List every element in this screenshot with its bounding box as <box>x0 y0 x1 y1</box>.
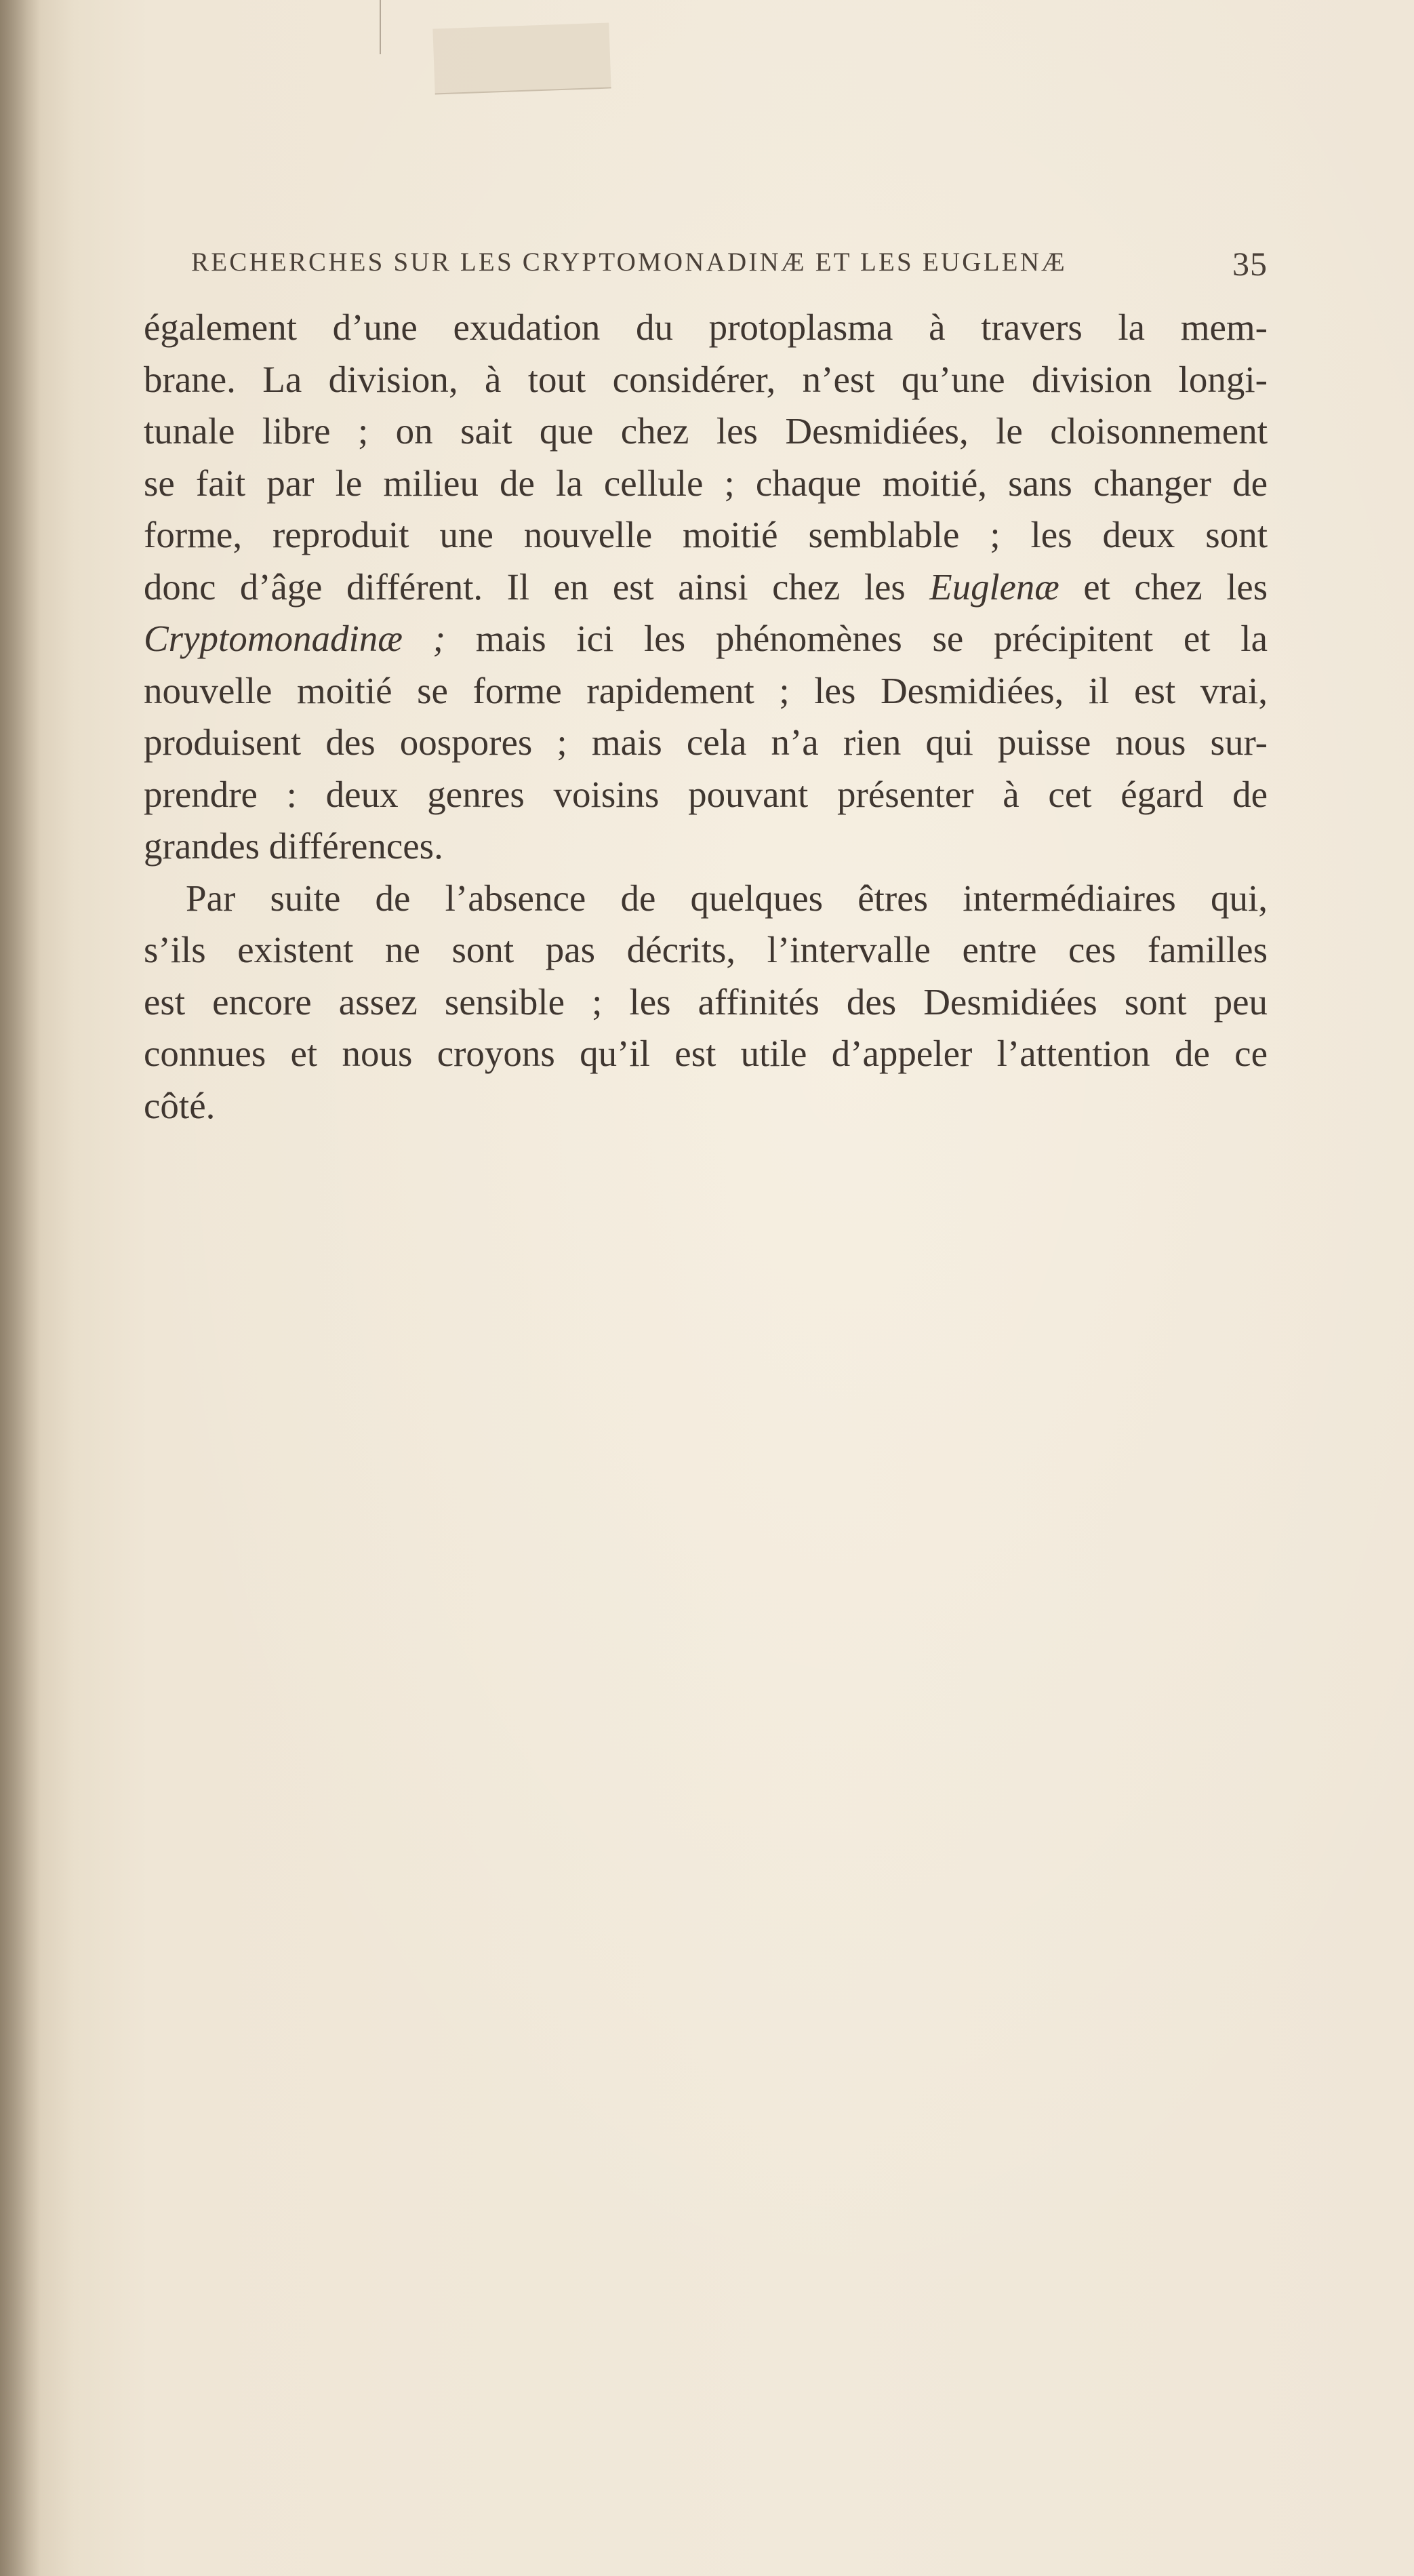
text-line <box>144 561 1268 614</box>
running-head <box>191 244 1268 285</box>
running-title: RECHERCHES SUR LES CRYPTOMONADINÆ ET LES EUGLENÆ <box>191 247 1067 277</box>
text-line: prendre : deux genres voisins pouvant présenter à cet égard de <box>144 773 1268 815</box>
text-line: se fait par le milieu de la cellule ; chaque moitié, sans changer de <box>144 462 1268 504</box>
text-line: Par suite de l’absence de quelques êtres intermédiaires qui, <box>186 877 1268 919</box>
page-number: 35 <box>1232 245 1268 283</box>
tape-mark <box>432 22 611 94</box>
text-line: côté. <box>144 1084 216 1126</box>
text-line: grandes différences. <box>144 825 443 867</box>
text-segment: mais ici les phénomènes se précipitent et la <box>445 618 1268 659</box>
paper-crease <box>380 0 381 54</box>
text-line: nouvelle moitié se forme rapidement ; les Desmidiées, il est vrai, <box>144 669 1268 711</box>
text-line: s’ils existent ne sont pas décrits, l’intervalle entre ces familles <box>144 929 1268 970</box>
text-line: également d’une exudation du protoplasma à travers la mem- <box>144 306 1268 348</box>
binding-shadow <box>0 0 41 2576</box>
text-line: brane. La division, à tout considérer, n’est qu’une division longi- <box>144 358 1268 400</box>
text-line: est encore assez sensible ; les affinités des Desmidiées sont peu <box>144 980 1268 1023</box>
italic-taxon: Euglenæ <box>929 566 1059 608</box>
text-line: tunale libre ; on sait que chez les Desmidiées, le cloisonnement <box>144 410 1268 452</box>
text-line: forme, reproduit une nouvelle moitié semblable ; les deux sont <box>144 514 1268 555</box>
text-line: connues et nous croyons qu’il est utile d’appeler l’attention de ce <box>144 1033 1268 1074</box>
text-line <box>144 613 1268 665</box>
text-segment: donc d’âge différent. Il en est ainsi chez les <box>144 566 930 608</box>
text-line: produisent des oospores ; mais cela n’a rien qui puisse nous sur- <box>144 721 1268 763</box>
text-segment: et chez les <box>1059 566 1268 608</box>
body-text <box>144 302 1268 1132</box>
italic-taxon: Cryptomonadinæ ; <box>144 618 445 659</box>
